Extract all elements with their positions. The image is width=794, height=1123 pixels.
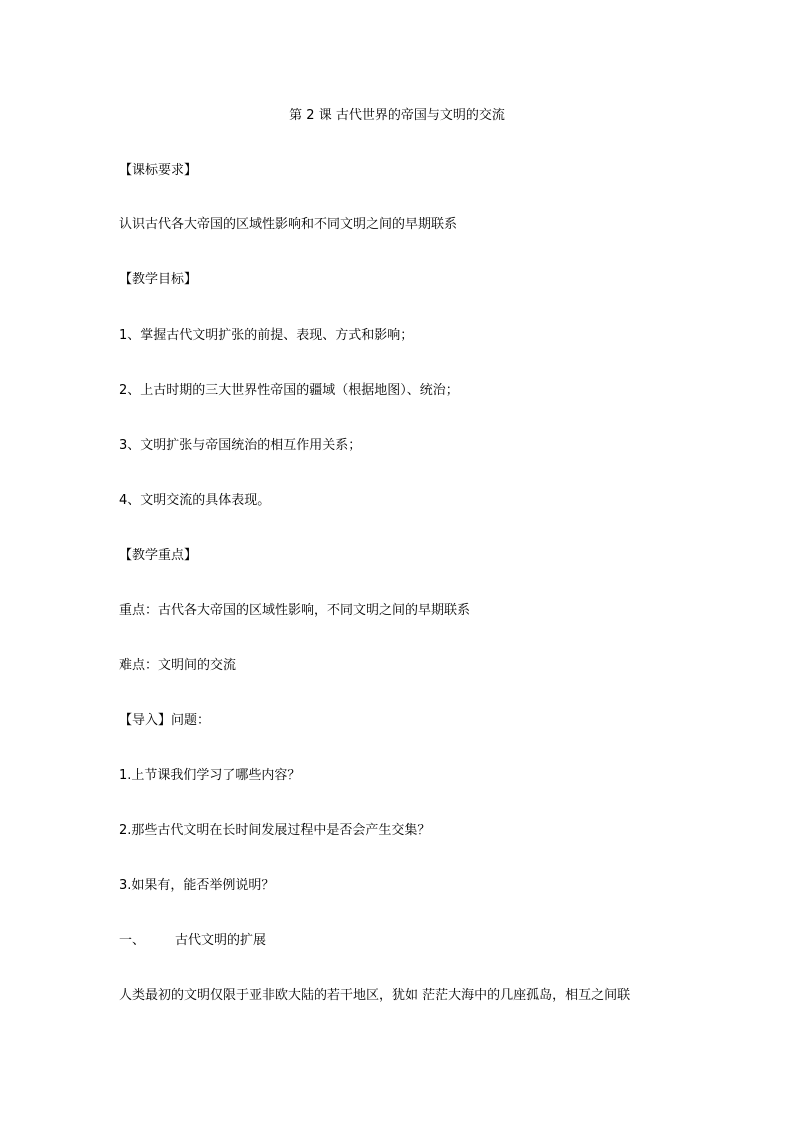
part-one-paragraph: 人类最初的文明仅限于亚非欧大陆的若干地区，犹如 茫茫大海中的几座孤岛，相互之间联 bbox=[119, 988, 631, 1003]
document-title: 第 2 课 古代世界的帝国与文明的交流 bbox=[289, 108, 505, 123]
objective-item-3: 3、文明扩张与帝国统治的相互作用关系； bbox=[119, 438, 362, 453]
part-one-heading bbox=[119, 932, 266, 950]
objective-item-2: 2、上古时期的三大世界性帝国的疆域（根据地图）、统治； bbox=[119, 383, 459, 398]
focus-key-point: 重点：古代各大帝国的区域性影响，不同文明之间的早期联系 bbox=[119, 603, 471, 618]
intro-question-1: 1.上节课我们学习了哪些内容？ bbox=[119, 768, 301, 783]
intro-question-2: 2.那些古代文明在长时间发展过程中是否会产生交集？ bbox=[119, 823, 431, 838]
part-one-title: 古代文明的扩展 bbox=[175, 933, 267, 948]
part-one-number: 一、 bbox=[119, 933, 146, 948]
teaching-objectives-heading: 【教学目标】 bbox=[119, 272, 198, 287]
objective-item-4: 4、文明交流的具体表现。 bbox=[119, 493, 271, 508]
introduction-heading: 【导入】问题： bbox=[119, 713, 211, 728]
objective-item-1: 1、掌握古代文明扩张的前提、表现、方式和影响； bbox=[119, 328, 414, 343]
focus-difficult-point: 难点：文明间的交流 bbox=[119, 658, 237, 673]
curriculum-requirements-text: 认识古代各大帝国的区域性影响和不同文明之间的早期联系 bbox=[119, 217, 458, 232]
intro-question-3: 3.如果有，能否举例说明？ bbox=[119, 878, 275, 893]
teaching-focus-heading: 【教学重点】 bbox=[119, 548, 198, 563]
curriculum-requirements-heading: 【课标要求】 bbox=[119, 163, 198, 178]
